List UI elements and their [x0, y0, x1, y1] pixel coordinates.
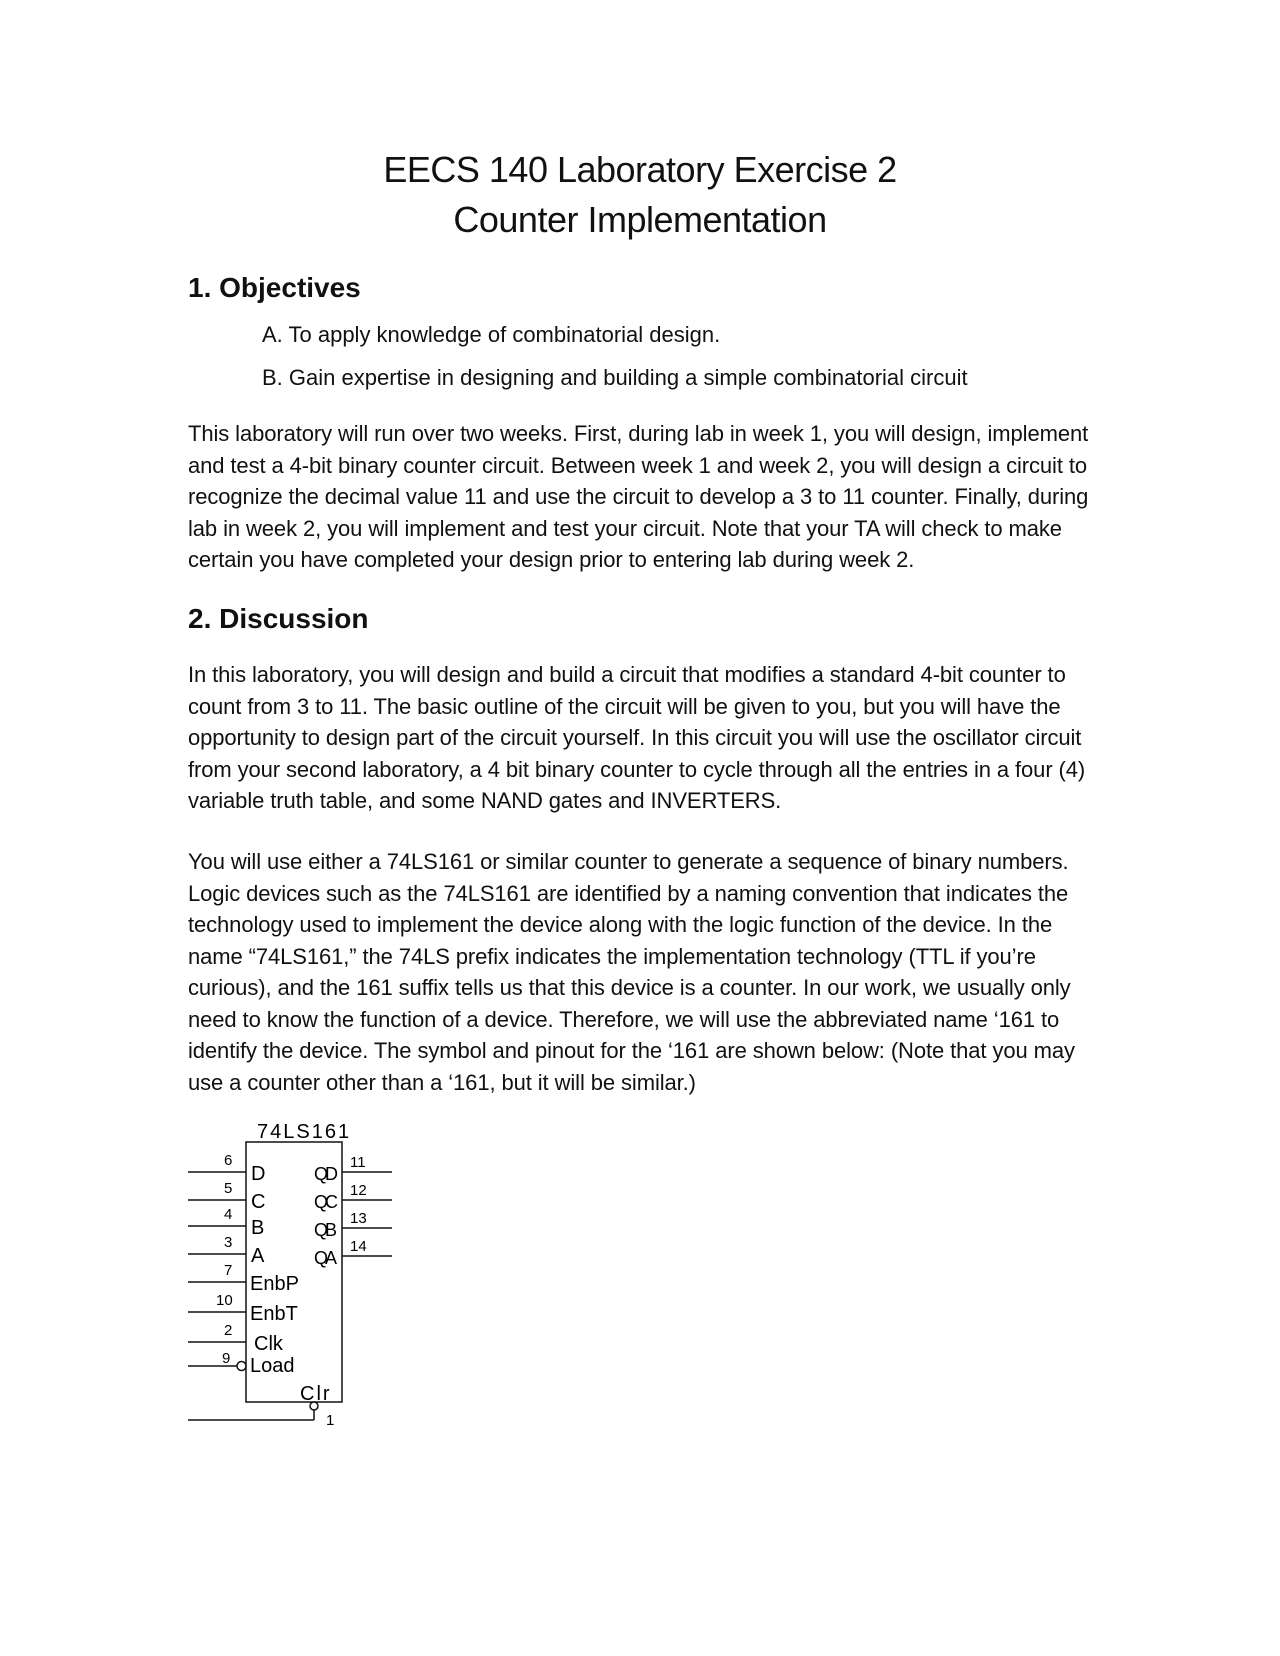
- discussion-paragraph-1: In this laboratory, you will design and build a circuit that modifies a standard 4-bit counter to count from 3 to 11. The basic outline of the circuit will be given to you, but you will have the opportunity to design part of the circuit yourself. In this circuit you will use the oscillator circuit from your second laboratory, a 4 bit binary counter to cycle through all the entries in a four (4) variable truth table, and some NAND gates and INVERTERS.: [188, 662, 1086, 813]
- input-label-enbp: EnbP: [250, 1273, 299, 1295]
- objective-item-b: B. Gain expertise in designing and building a simple combinatorial circuit: [262, 365, 968, 390]
- input-label-d: D: [251, 1163, 266, 1185]
- objective-item-a: A. To apply knowledge of combinatorial design.: [262, 322, 721, 347]
- chip-name-label: 74LS161: [257, 1121, 352, 1143]
- output-label-qb: QB: [314, 1220, 335, 1240]
- discussion-heading: 2. Discussion: [188, 603, 369, 634]
- pin-number-enbt: 10: [216, 1292, 233, 1309]
- pin-number-a: 3: [224, 1234, 233, 1251]
- pin-number-c: 5: [224, 1180, 233, 1197]
- pin-number-d: 6: [224, 1152, 233, 1169]
- counter-symbol-diagram: [170, 1120, 430, 1450]
- objectives-heading: 1. Objectives: [188, 272, 361, 303]
- input-label-b: B: [251, 1217, 265, 1239]
- input-label-clk: Clk: [254, 1333, 283, 1355]
- counter-pinout-figure: [170, 1120, 430, 1450]
- input-label-a: A: [251, 1245, 265, 1267]
- pin-number-clk: 2: [224, 1322, 233, 1339]
- pin-number-b: 4: [224, 1206, 233, 1223]
- document-title: EECS 140 Laboratory Exercise 2: [383, 149, 897, 190]
- clear-label: Clr: [300, 1383, 332, 1405]
- discussion-paragraph-2: You will use either a 74LS161 or similar counter to generate a sequence of binary numbers. Logic devices such as the 74LS161 are identified by a naming convention that indicates the technology used to implement the device along with the logic function of the device. In the name “74LS161,” the 74LS prefix indicates the implementation technology (TTL if you’re curious), and the 161 suffix tells us that this device is a counter. In our work, we usually only need to know the function of a device. Therefore, we will use the abbreviated name ‘161 to identify the device. The symbol and pinout for the ‘161 are shown below: (Note that you may use a counter other than a ‘161, but it will be similar.): [188, 849, 1075, 1095]
- pin-number-clr: 1: [326, 1412, 335, 1429]
- objectives-paragraph: This laboratory will run over two weeks. First, during lab in week 1, you will design, implement and test a 4-bit binary counter circuit. Between week 1 and week 2, you will design a circuit to recognize the decimal value 11 and use the circuit to develop a 3 to 11 counter. Finally, during lab in week 2, you will implement and test your circuit. Note that your TA will check to make certain you have completed your design prior to entering lab during week 2.: [188, 421, 1089, 572]
- pin-number-qb: 13: [350, 1210, 367, 1227]
- pin-number-qa: 14: [350, 1238, 367, 1255]
- input-label-enbt: EnbT: [250, 1303, 298, 1325]
- output-label-qc: QC: [314, 1192, 335, 1212]
- pin-number-qd: 11: [350, 1154, 366, 1171]
- pin-number-enbp: 7: [224, 1262, 233, 1279]
- output-label-qd: QD: [314, 1164, 335, 1184]
- document-subtitle: Counter Implementation: [453, 199, 827, 240]
- input-label-c: C: [251, 1191, 266, 1213]
- input-label-load: Load: [250, 1355, 295, 1377]
- output-label-qa: QA: [314, 1248, 335, 1268]
- pin-number-qc: 12: [350, 1182, 367, 1199]
- load-inversion-bubble: [237, 1362, 246, 1371]
- pin-number-load: 9: [222, 1350, 231, 1367]
